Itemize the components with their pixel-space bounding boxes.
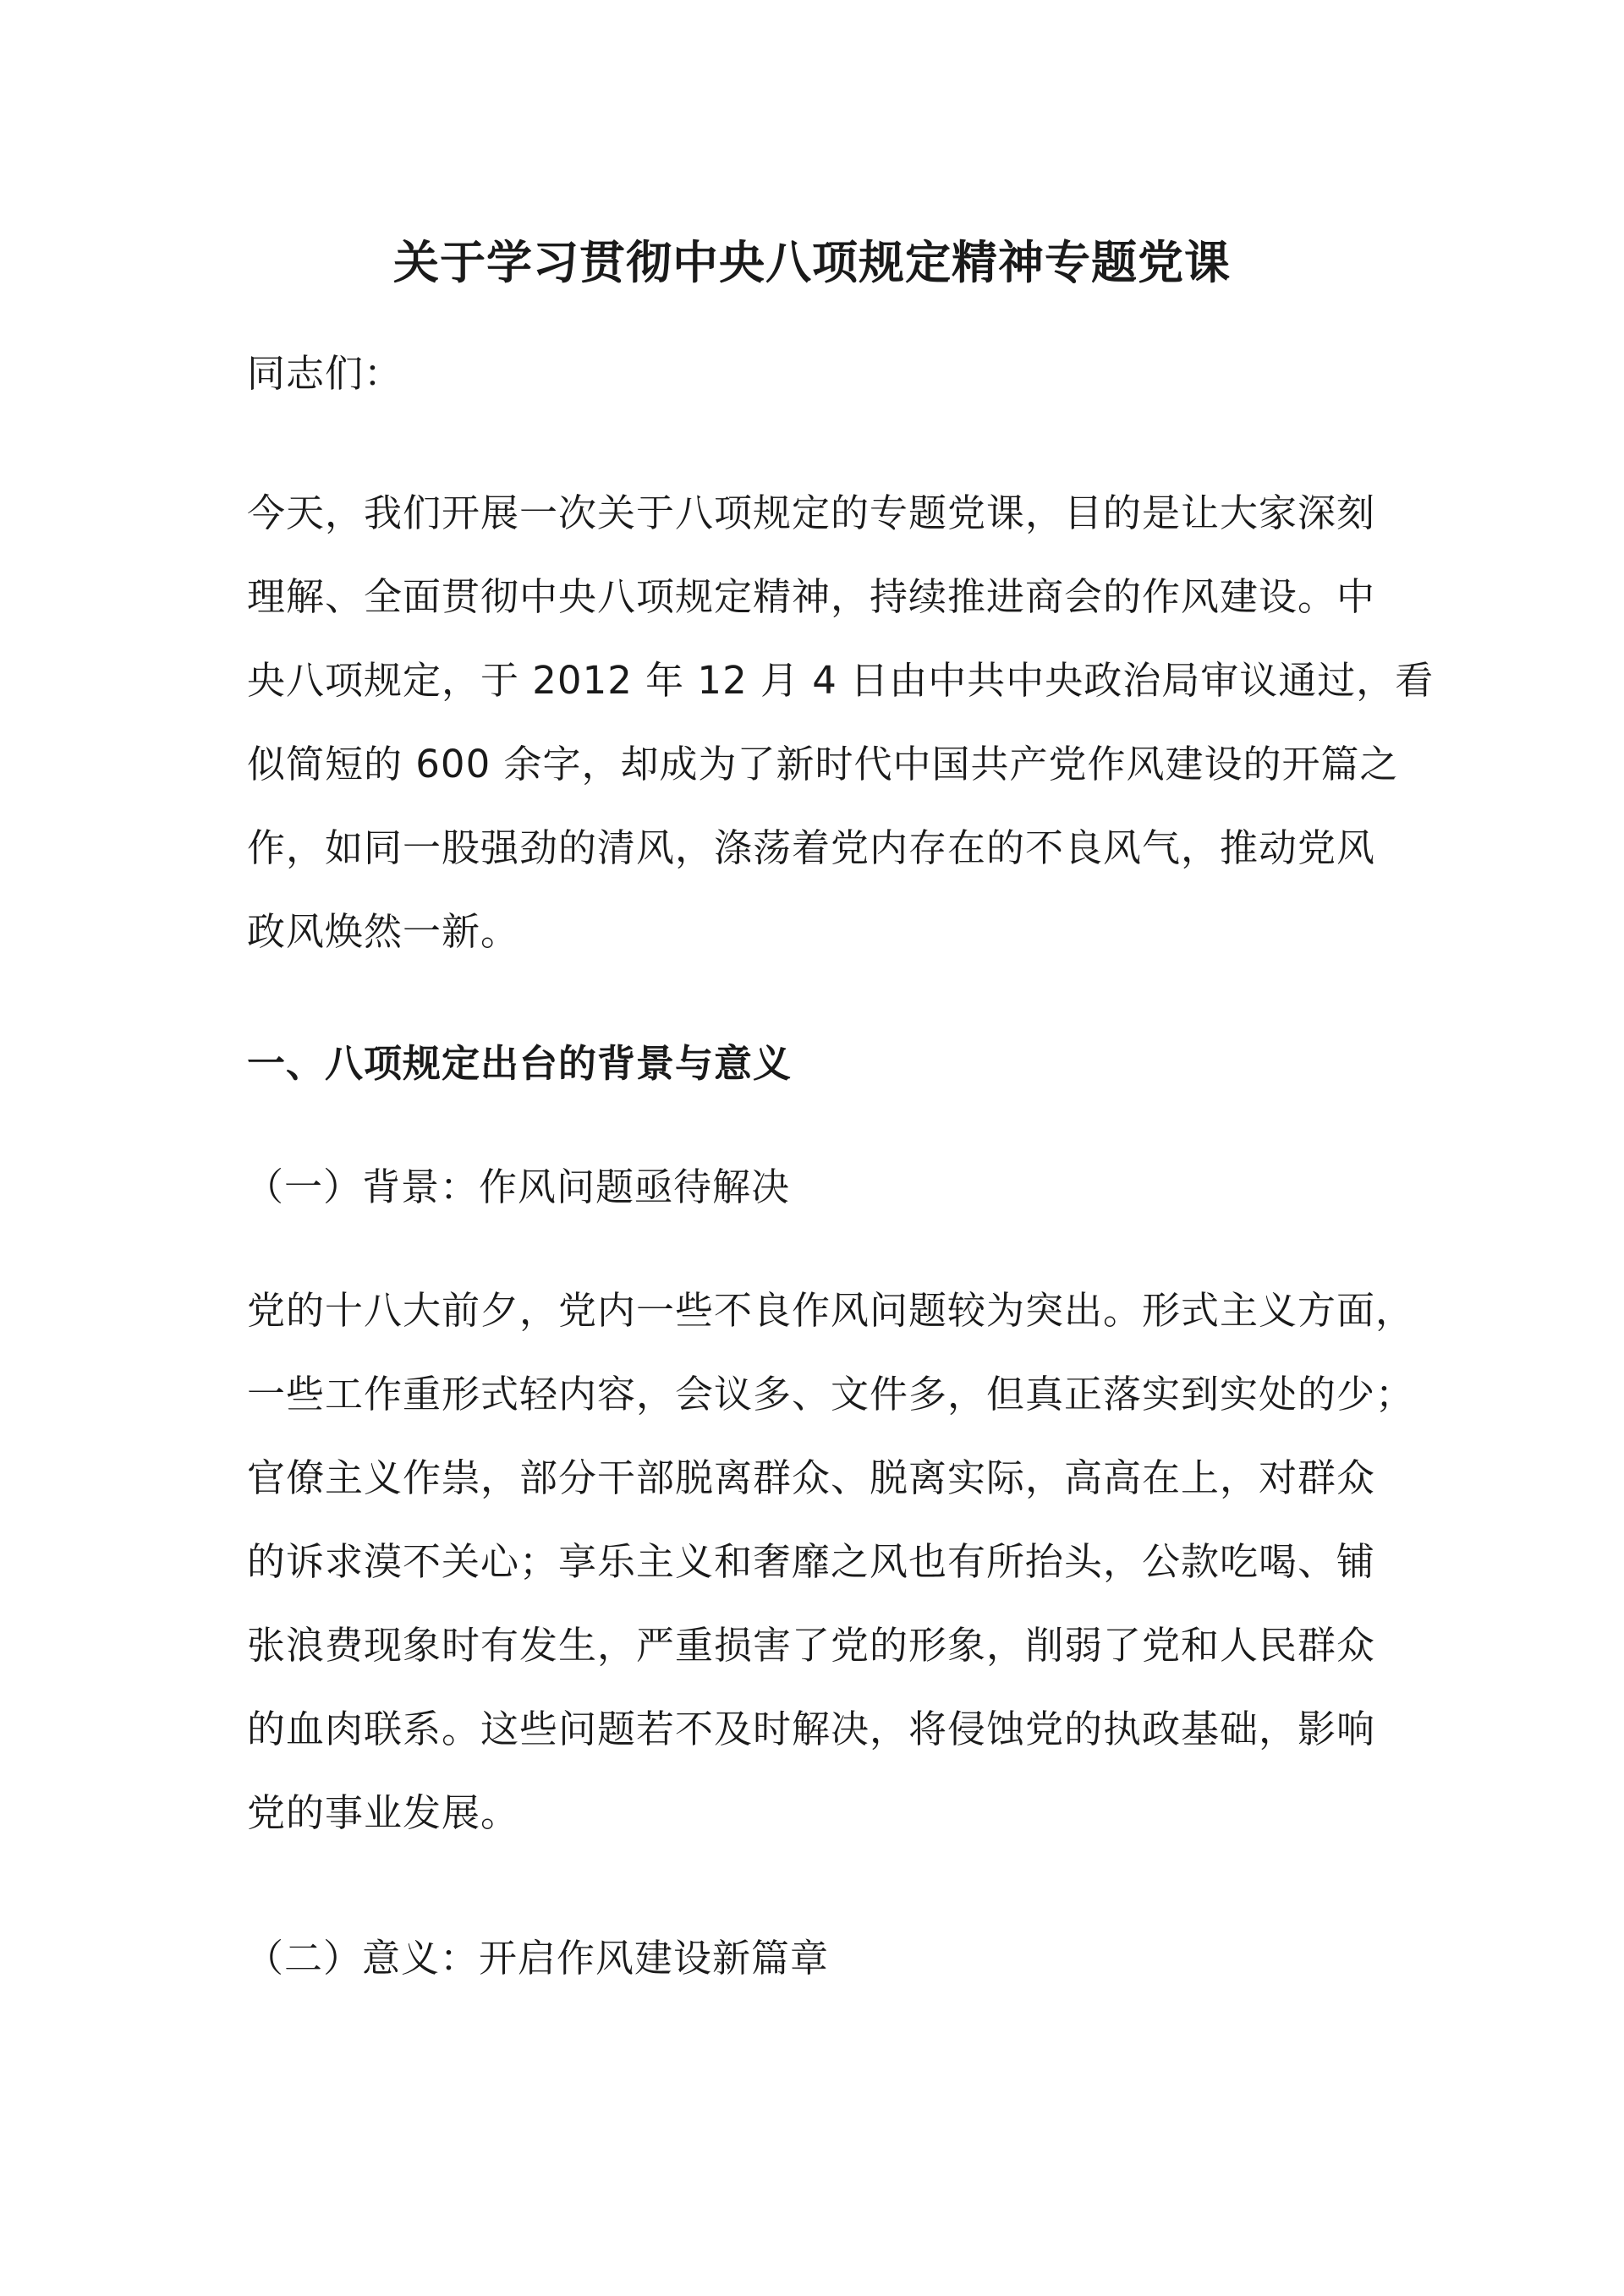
paragraph-line: 政风焕然一新。 [247,909,520,954]
paragraph-line: 党的十八大前夕，党内一些不良作风问题较为突出。形式主义方面， [247,1288,1415,1333]
background-paragraph [247,1269,1415,1855]
subsection-heading: （二）意义：开启作风建设新篇章 [245,1936,830,1981]
paragraph-line: 一些工作重形式轻内容，会议多、文件多，但真正落实到实处的少； [247,1372,1415,1417]
salutation: 同志们： [247,351,403,396]
document-title: 关于学习贯彻中央八项规定精神专题党课 [393,236,1231,289]
paragraph-line: 央八项规定，于 2012 年 12 月 4 日由中共中央政治局审议通过，看 [247,658,1435,703]
paragraph-line: 似简短的 600 余字，却成为了新时代中国共产党作风建设的开篇之 [247,742,1399,786]
paragraph-line: 理解、全面贯彻中央八项规定精神，持续推进商会的作风建设。中 [247,574,1376,619]
paragraph-line: 今天，我们开展一次关于八项规定的专题党课，目的是让大家深刻 [247,490,1376,535]
intro-paragraph [247,471,1435,973]
subsection-heading: （一）背景：作风问题亟待解决 [245,1164,791,1209]
paragraph-line: 的血肉联系。这些问题若不及时解决，将侵蚀党的执政基础，影响 [247,1707,1376,1751]
paragraph-line: 的诉求漠不关心；享乐主义和奢靡之风也有所抬头，公款吃喝、铺 [247,1539,1376,1584]
paragraph-line: 张浪费现象时有发生，严重损害了党的形象，削弱了党和人民群众 [247,1623,1376,1668]
paragraph-line: 官僚主义作祟，部分干部脱离群众、脱离实际，高高在上，对群众 [247,1455,1376,1500]
paragraph-line: 党的事业发展。 [247,1790,520,1835]
paragraph-line: 作，如同一股强劲的清风，涤荡着党内存在的不良风气，推动党风 [247,825,1376,870]
section-heading: 一、八项规定出台的背景与意义 [247,1041,793,1086]
